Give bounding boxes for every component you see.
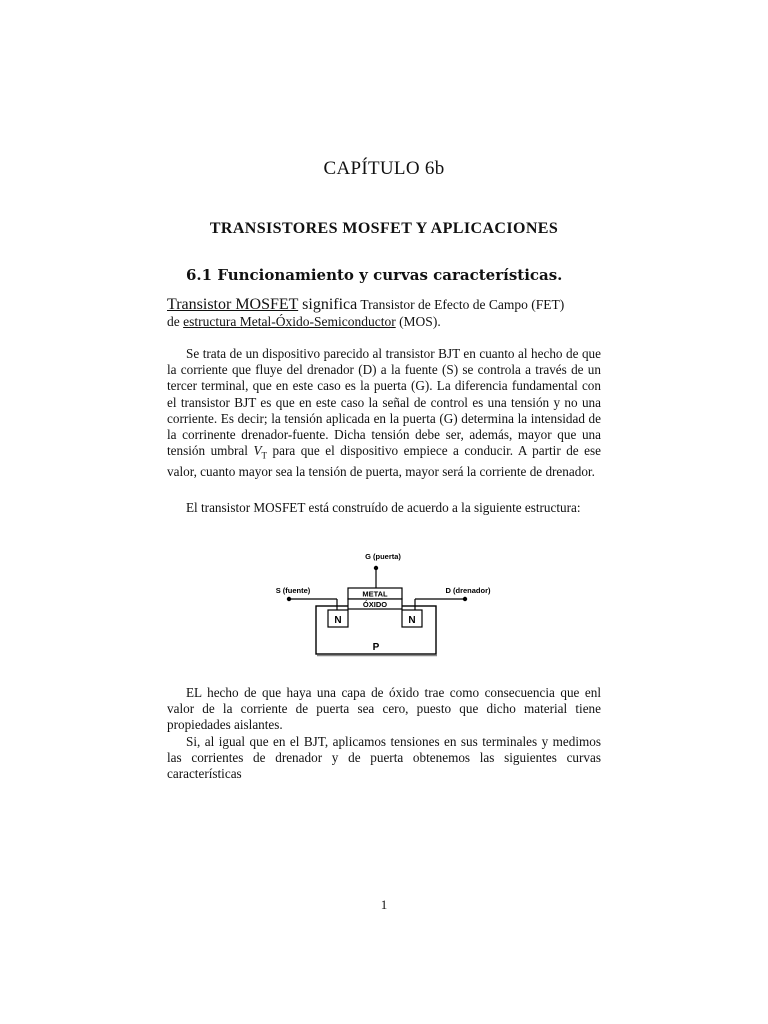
chapter-heading: CAPÍTULO 6b — [323, 158, 445, 179]
metal-label: METAL — [362, 589, 388, 599]
n-left-label: N — [334, 615, 342, 626]
page-number: 1 — [380, 897, 388, 912]
oxide-label: ÓXIDO — [362, 600, 388, 609]
gate-label: G (puerta) — [365, 552, 401, 561]
intro-term: Transistor MOSFET — [167, 296, 299, 313]
paragraph-text-end: para que el dispositivo empiece a conducir. A partir de ese valor, cuanto mayor sea la tensión de puerta, mayor será la corriente de drenador. — [167, 443, 601, 480]
drain-terminal — [463, 597, 467, 601]
paragraph-description — [167, 346, 601, 480]
source-terminal — [287, 597, 291, 601]
gate-terminal — [374, 566, 378, 570]
chapter-title: TRANSISTORES MOSFET Y APLICACIONES — [209, 220, 559, 237]
threshold-subscript: T — [261, 450, 268, 461]
intro-paragraph — [167, 296, 601, 330]
paragraph-curves: Si, al igual que en el BJT, aplicamos tensiones en sus terminales y medimos las corrientes de drenador y de puerta obtenemos las siguientes curvas características — [167, 734, 601, 782]
section-heading: 6.1 Funcionamiento y curvas características. — [186, 266, 563, 284]
drain-label: D (drenador) — [445, 586, 491, 595]
n-right-label: N — [408, 615, 416, 626]
paragraph-structure: El transistor MOSFET está construído de acuerdo a la siguiente estructura: — [186, 500, 581, 515]
intro-mos: (MOS). — [395, 314, 441, 329]
substrate-label: P — [372, 642, 380, 653]
paragraph-text: Se trata de un dispositivo parecido al transistor BJT en cuanto al hecho de que la corriente que fluye del drenador (D) a la fuente (S) se controla a través de un tercer terminal, que en este caso es la puerta (G). La diferencia fundamental con el transistor BJT es que en este caso la señal de control es una tensión y no una corriente. Es decir; la tensión aplicada en la puerta (G) determina la intensidad de la corrinente drenador-fuente. Dicha tensión debe ser, además, mayor que una tensión umbral — [167, 346, 601, 459]
intro-definition: Transistor de Efecto de Campo (FET) — [357, 297, 565, 312]
source-label: S (fuente) — [275, 586, 311, 595]
threshold-symbol: V — [253, 443, 262, 459]
paragraph-oxide: EL hecho de que haya una capa de óxido trae como consecuencia que enl valor de la corriente de puerta sea cero, puesto que dicho material tiene propiedades aislantes. — [167, 685, 601, 733]
intro-structure: estructura Metal-Óxido-Semiconductor — [183, 314, 396, 329]
intro-of: de — [167, 314, 184, 329]
intro-verb: significa — [298, 296, 358, 313]
mosfet-structure-diagram — [270, 548, 500, 662]
